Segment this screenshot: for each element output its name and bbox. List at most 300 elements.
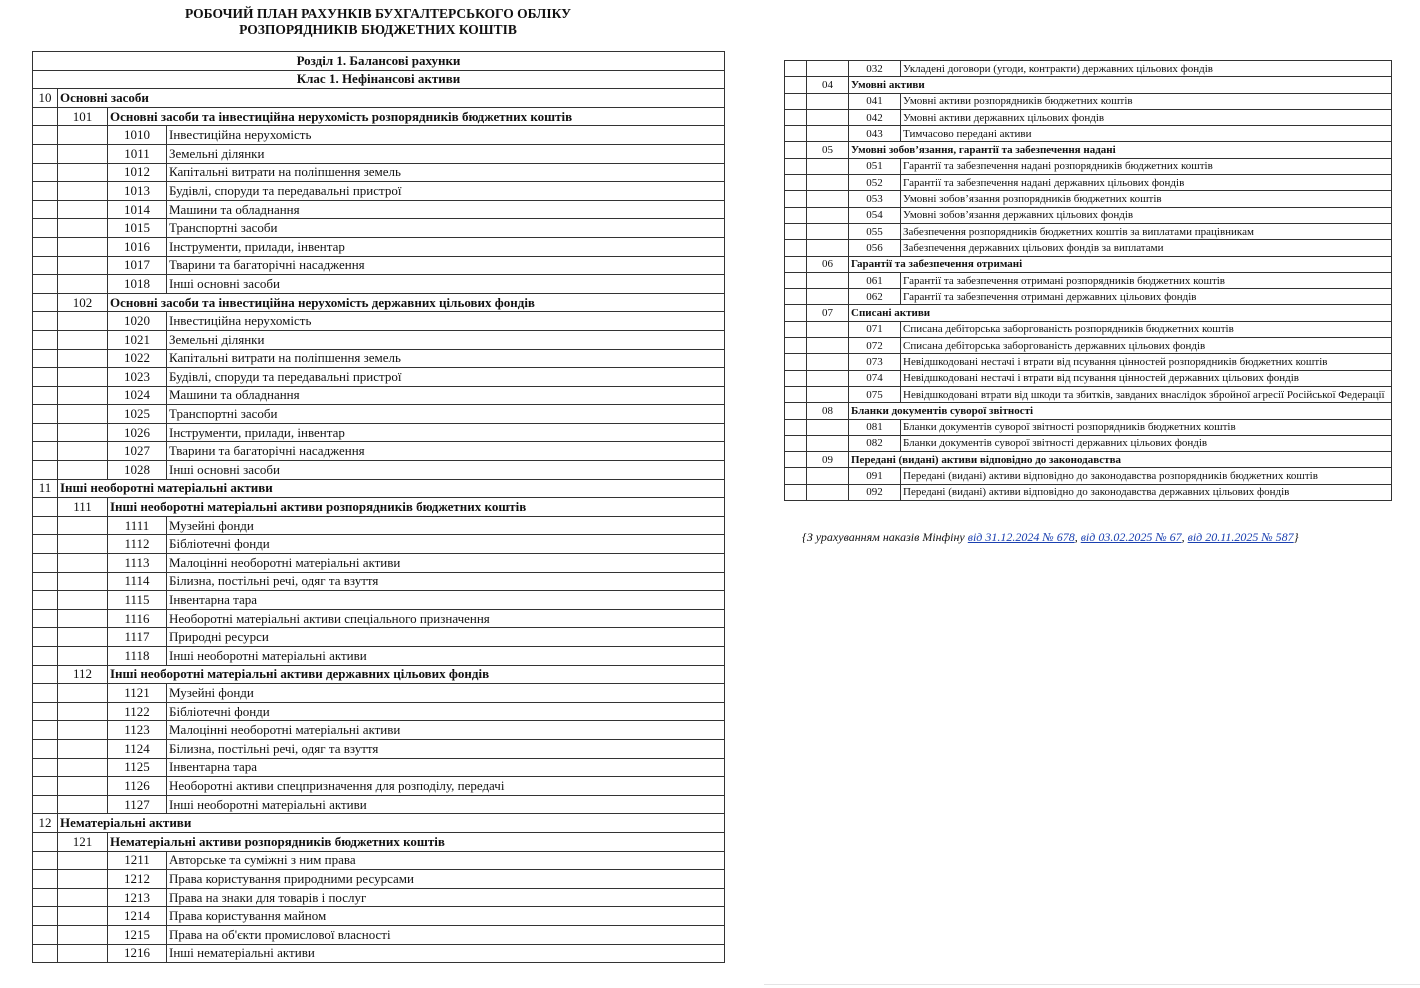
account-code: 1213 (108, 888, 167, 907)
account-row (785, 419, 1392, 435)
account-row (785, 77, 1392, 93)
account-name: Інвентарна тара (167, 591, 725, 610)
empty-cell (785, 468, 807, 484)
empty-cell (785, 338, 807, 354)
account-code: 12 (33, 814, 58, 833)
empty-cell (33, 591, 58, 610)
empty-cell (33, 368, 58, 387)
empty-cell (33, 126, 58, 145)
empty-cell (33, 107, 58, 126)
account-name: Земельні ділянки (167, 330, 725, 349)
account-name: Інструменти, прилади, інвентар (167, 237, 725, 256)
account-row (33, 591, 725, 610)
account-code: 041 (849, 93, 901, 109)
account-name: Бланки документів суворої звітності (849, 403, 1392, 419)
account-row (785, 386, 1392, 402)
account-code: 1020 (108, 312, 167, 331)
empty-cell (33, 684, 58, 703)
account-name: Права на об'єкти промислової власності (167, 925, 725, 944)
account-name: Тварини та багаторічні насадження (167, 442, 725, 461)
account-name: Інвентарна тара (167, 758, 725, 777)
account-name: Умовні зобов’язання, гарантії та забезпечення надані (849, 142, 1392, 158)
account-row (785, 338, 1392, 354)
document-title (32, 6, 724, 37)
account-name: Транспортні засоби (167, 405, 725, 424)
empty-cell (807, 158, 849, 174)
account-code: 1010 (108, 126, 167, 145)
empty-cell (785, 289, 807, 305)
account-code: 111 (58, 498, 108, 517)
account-name: Умовні активи державних цільових фондів (901, 109, 1392, 125)
empty-cell (807, 468, 849, 484)
empty-cell (33, 442, 58, 461)
empty-cell (33, 925, 58, 944)
account-name: Нематеріальні активи (58, 814, 725, 833)
empty-cell (33, 665, 58, 684)
empty-cell (807, 386, 849, 402)
account-code: 1023 (108, 368, 167, 387)
account-code: 1027 (108, 442, 167, 461)
account-code: 06 (807, 256, 849, 272)
empty-cell (58, 386, 108, 405)
account-row (33, 144, 725, 163)
account-row (33, 907, 725, 926)
empty-cell (33, 405, 58, 424)
class-header-row (33, 70, 725, 89)
account-row (33, 461, 725, 480)
account-name: Інструменти, прилади, інвентар (167, 423, 725, 442)
empty-cell (58, 349, 108, 368)
account-row (785, 223, 1392, 239)
empty-cell (33, 349, 58, 368)
account-code: 075 (849, 386, 901, 402)
section-header-row (33, 52, 725, 71)
account-code: 1022 (108, 349, 167, 368)
account-row (785, 175, 1392, 191)
account-code: 071 (849, 321, 901, 337)
account-row (785, 272, 1392, 288)
account-code: 1016 (108, 237, 167, 256)
empty-cell (785, 223, 807, 239)
empty-cell (785, 370, 807, 386)
empty-cell (33, 275, 58, 294)
account-name: Забезпечення розпорядників бюджетних коштів за виплатами працівникам (901, 223, 1392, 239)
empty-cell (58, 237, 108, 256)
account-name: Умовні активи розпорядників бюджетних коштів (901, 93, 1392, 109)
empty-cell (785, 386, 807, 402)
account-row (33, 535, 725, 554)
empty-cell (785, 403, 807, 419)
account-name: Будівлі, споруди та передавальні пристрої (167, 182, 725, 201)
empty-cell (58, 200, 108, 219)
account-code: 1018 (108, 275, 167, 294)
account-code: 1118 (108, 647, 167, 666)
empty-cell (33, 944, 58, 963)
empty-cell (58, 739, 108, 758)
account-row (33, 256, 725, 275)
account-name: Необоротні активи спецпризначення для розподілу, передачі (167, 777, 725, 796)
empty-cell (807, 240, 849, 256)
empty-cell (33, 628, 58, 647)
account-row (33, 386, 725, 405)
account-row (33, 163, 725, 182)
account-code: 08 (807, 403, 849, 419)
empty-cell (58, 907, 108, 926)
account-code: 073 (849, 354, 901, 370)
account-name: Основні засоби (58, 89, 725, 108)
account-name: Транспортні засоби (167, 219, 725, 238)
empty-cell (807, 370, 849, 386)
account-name: Білизна, постільні речі, одяг та взуття (167, 572, 725, 591)
account-code: 1021 (108, 330, 167, 349)
empty-cell (33, 609, 58, 628)
account-row (33, 330, 725, 349)
account-name: Основні засоби та інвестиційна нерухомість державних цільових фондів (108, 293, 725, 312)
empty-cell (785, 240, 807, 256)
empty-cell (785, 435, 807, 451)
account-row (33, 516, 725, 535)
empty-cell (785, 61, 807, 77)
account-row (33, 498, 725, 517)
empty-cell (33, 777, 58, 796)
empty-cell (807, 191, 849, 207)
account-code: 091 (849, 468, 901, 484)
empty-cell (58, 126, 108, 145)
empty-cell (807, 61, 849, 77)
empty-cell (33, 237, 58, 256)
account-row (33, 107, 725, 126)
empty-cell (33, 330, 58, 349)
empty-cell (58, 423, 108, 442)
empty-cell (785, 109, 807, 125)
empty-cell (33, 461, 58, 480)
account-name: Списана дебіторська заборгованість розпорядників бюджетних коштів (901, 321, 1392, 337)
account-name: Авторське та суміжні з ним права (167, 851, 725, 870)
empty-cell (58, 516, 108, 535)
empty-cell (785, 256, 807, 272)
account-row (33, 442, 725, 461)
empty-cell (785, 93, 807, 109)
account-name: Необоротні матеріальні активи спеціального призначення (167, 609, 725, 628)
account-name: Малоцінні необоротні матеріальні активи (167, 554, 725, 573)
account-row (33, 758, 725, 777)
empty-cell (58, 535, 108, 554)
account-name: Умовні активи (849, 77, 1392, 93)
account-code: 032 (849, 61, 901, 77)
account-name: Права користування природними ресурсами (167, 870, 725, 889)
account-row (33, 609, 725, 628)
page-divider (764, 984, 1420, 985)
account-name: Інші основні засоби (167, 275, 725, 294)
empty-cell (785, 158, 807, 174)
account-code: 1111 (108, 516, 167, 535)
empty-cell (807, 272, 849, 288)
account-code: 072 (849, 338, 901, 354)
empty-cell (33, 163, 58, 182)
account-row (33, 702, 725, 721)
account-name: Інші необоротні матеріальні активи розпорядників бюджетних коштів (108, 498, 725, 517)
empty-cell (58, 888, 108, 907)
account-name: Тимчасово передані активи (901, 126, 1392, 142)
account-name: Бланки документів суворої звітності державних цільових фондів (901, 435, 1392, 451)
empty-cell (58, 442, 108, 461)
account-code: 1011 (108, 144, 167, 163)
account-name: Музейні фонди (167, 516, 725, 535)
account-name: Основні засоби та інвестиційна нерухомість розпорядників бюджетних коштів (108, 107, 725, 126)
account-row (785, 240, 1392, 256)
account-name: Інвестиційна нерухомість (167, 126, 725, 145)
account-name: Умовні зобов’язання розпорядників бюджетних коштів (901, 191, 1392, 207)
account-row (33, 665, 725, 684)
empty-cell (807, 126, 849, 142)
account-code: 102 (58, 293, 108, 312)
account-name: Передані (видані) активи відповідно до законодавства розпорядників бюджетних коштів (901, 468, 1392, 484)
empty-cell (58, 795, 108, 814)
account-code: 121 (58, 832, 108, 851)
empty-cell (807, 109, 849, 125)
note-open-brace: { (802, 530, 807, 544)
note-close-brace: } (1293, 530, 1299, 544)
account-row (33, 479, 725, 498)
account-row (33, 405, 725, 424)
account-code: 053 (849, 191, 901, 207)
empty-cell (807, 175, 849, 191)
amendment-link-1[interactable]: від 31.12.2024 № 678 (967, 530, 1075, 544)
account-name: Тварини та багаторічні насадження (167, 256, 725, 275)
account-row (785, 452, 1392, 468)
account-row (33, 628, 725, 647)
account-name: Білизна, постільні речі, одяг та взуття (167, 739, 725, 758)
account-code: 043 (849, 126, 901, 142)
account-row (785, 109, 1392, 125)
empty-cell (33, 535, 58, 554)
empty-cell (785, 191, 807, 207)
account-code: 11 (33, 479, 58, 498)
empty-cell (58, 219, 108, 238)
empty-cell (58, 851, 108, 870)
account-row (33, 349, 725, 368)
account-code: 1127 (108, 795, 167, 814)
account-row (33, 293, 725, 312)
account-name: Інші необоротні матеріальні активи (167, 795, 725, 814)
empty-cell (58, 163, 108, 182)
account-name: Гарантії та забезпечення надані державних цільових фондів (901, 175, 1392, 191)
note-prefix: З урахуванням наказів Мінфіну (806, 530, 968, 544)
account-row (33, 89, 725, 108)
account-code: 1028 (108, 461, 167, 480)
account-code: 1012 (108, 163, 167, 182)
account-row (33, 219, 725, 238)
account-row (785, 93, 1392, 109)
amendment-link-3[interactable]: від 20.11.2025 № 587 (1187, 530, 1294, 544)
empty-cell (33, 423, 58, 442)
empty-cell (807, 207, 849, 223)
account-row (33, 777, 725, 796)
account-row (33, 944, 725, 963)
account-name: Гарантії та забезпечення отримані (849, 256, 1392, 272)
empty-cell (807, 223, 849, 239)
empty-cell (58, 777, 108, 796)
empty-cell (33, 293, 58, 312)
account-name: Малоцінні необоротні матеріальні активи (167, 721, 725, 740)
account-row (785, 289, 1392, 305)
account-name: Права користування майном (167, 907, 725, 926)
empty-cell (785, 272, 807, 288)
account-code: 1114 (108, 572, 167, 591)
account-code: 112 (58, 665, 108, 684)
empty-cell (807, 435, 849, 451)
empty-cell (785, 305, 807, 321)
empty-cell (58, 609, 108, 628)
note-separator: , (1181, 530, 1188, 544)
account-name: Передані (видані) активи відповідно до законодавства (849, 452, 1392, 468)
empty-cell (33, 200, 58, 219)
empty-cell (33, 851, 58, 870)
account-name: Бібліотечні фонди (167, 702, 725, 721)
account-name: Інші необоротні матеріальні активи (167, 647, 725, 666)
empty-cell (785, 142, 807, 158)
empty-cell (33, 256, 58, 275)
empty-cell (33, 907, 58, 926)
account-name: Гарантії та забезпечення отримані державних цільових фондів (901, 289, 1392, 305)
empty-cell (58, 144, 108, 163)
empty-cell (58, 275, 108, 294)
account-row (785, 468, 1392, 484)
account-row (33, 851, 725, 870)
account-row (33, 554, 725, 573)
account-code: 1017 (108, 256, 167, 275)
account-name: Гарантії та забезпечення надані розпорядників бюджетних коштів (901, 158, 1392, 174)
account-code: 092 (849, 484, 901, 500)
empty-cell (33, 832, 58, 851)
empty-cell (58, 684, 108, 703)
empty-cell (807, 321, 849, 337)
empty-cell (33, 554, 58, 573)
account-code: 062 (849, 289, 901, 305)
account-row (785, 321, 1392, 337)
account-row (33, 814, 725, 833)
class-header: Клас 1. Нефінансові активи (33, 70, 725, 89)
account-code: 1125 (108, 758, 167, 777)
empty-cell (33, 386, 58, 405)
account-code: 054 (849, 207, 901, 223)
account-row (33, 182, 725, 201)
empty-cell (58, 572, 108, 591)
empty-cell (807, 419, 849, 435)
amendment-link-2[interactable]: від 03.02.2025 № 67 (1080, 530, 1182, 544)
account-row (33, 572, 725, 591)
account-row (785, 158, 1392, 174)
title-line-2: РОЗПОРЯДНИКІВ БЮДЖЕТНИХ КОШТІВ (239, 21, 517, 37)
account-name: Інші основні засоби (167, 461, 725, 480)
account-name: Інші нематеріальні активи (167, 944, 725, 963)
empty-cell (785, 207, 807, 223)
account-name: Капітальні витрати на поліпшення земель (167, 163, 725, 182)
account-row (33, 832, 725, 851)
account-code: 1014 (108, 200, 167, 219)
empty-cell (33, 516, 58, 535)
section-header: Розділ 1. Балансові рахунки (33, 52, 725, 71)
account-row (33, 795, 725, 814)
account-code: 1123 (108, 721, 167, 740)
empty-cell (58, 702, 108, 721)
account-row (785, 435, 1392, 451)
empty-cell (33, 312, 58, 331)
account-row (33, 275, 725, 294)
account-name: Будівлі, споруди та передавальні пристрої (167, 368, 725, 387)
account-name: Бібліотечні фонди (167, 535, 725, 554)
empty-cell (58, 925, 108, 944)
account-name: Нематеріальні активи розпорядників бюджетних коштів (108, 832, 725, 851)
empty-cell (785, 321, 807, 337)
empty-cell (58, 944, 108, 963)
account-row (33, 870, 725, 889)
empty-cell (58, 330, 108, 349)
empty-cell (807, 484, 849, 500)
account-name: Невідшкодовані втрати від шкоди та збитків, завданих внаслідок збройної агресії Російської Федерації (901, 386, 1392, 402)
account-code: 1124 (108, 739, 167, 758)
account-row (33, 312, 725, 331)
account-row (785, 142, 1392, 158)
empty-cell (33, 721, 58, 740)
account-name: Невідшкодовані нестачі і втрати від псування цінностей державних цільових фондів (901, 370, 1392, 386)
account-code: 1216 (108, 944, 167, 963)
account-name: Умовні зобов’язання державних цільових фондів (901, 207, 1392, 223)
empty-cell (33, 870, 58, 889)
chart-of-accounts-table-right (784, 60, 1392, 501)
account-row (33, 237, 725, 256)
account-row (33, 647, 725, 666)
account-row (33, 739, 725, 758)
account-name: Гарантії та забезпечення отримані розпорядників бюджетних коштів (901, 272, 1392, 288)
empty-cell (785, 175, 807, 191)
account-code: 055 (849, 223, 901, 239)
account-name: Земельні ділянки (167, 144, 725, 163)
account-name: Невідшкодовані нестачі і втрати від псування цінностей розпорядників бюджетних коштів (901, 354, 1392, 370)
empty-cell (785, 419, 807, 435)
empty-cell (58, 256, 108, 275)
empty-cell (58, 405, 108, 424)
account-code: 1122 (108, 702, 167, 721)
empty-cell (58, 182, 108, 201)
empty-cell (785, 484, 807, 500)
empty-cell (58, 721, 108, 740)
account-row (33, 684, 725, 703)
empty-cell (807, 289, 849, 305)
account-row (33, 888, 725, 907)
account-name: Забезпечення державних цільових фондів за виплатами (901, 240, 1392, 256)
empty-cell (58, 758, 108, 777)
empty-cell (58, 591, 108, 610)
account-name: Інвестиційна нерухомість (167, 312, 725, 331)
empty-cell (58, 647, 108, 666)
empty-cell (33, 572, 58, 591)
empty-cell (58, 461, 108, 480)
account-row (785, 256, 1392, 272)
empty-cell (33, 888, 58, 907)
account-name: Укладені договори (угоди, контракти) державних цільових фондів (901, 61, 1392, 77)
empty-cell (807, 93, 849, 109)
account-row (33, 126, 725, 145)
account-name: Списана дебіторська заборгованість державних цільових фондів (901, 338, 1392, 354)
account-name: Права на знаки для товарів і послуг (167, 888, 725, 907)
empty-cell (785, 452, 807, 468)
account-code: 1112 (108, 535, 167, 554)
account-code: 1121 (108, 684, 167, 703)
empty-cell (33, 758, 58, 777)
account-row (33, 200, 725, 219)
account-code: 04 (807, 77, 849, 93)
